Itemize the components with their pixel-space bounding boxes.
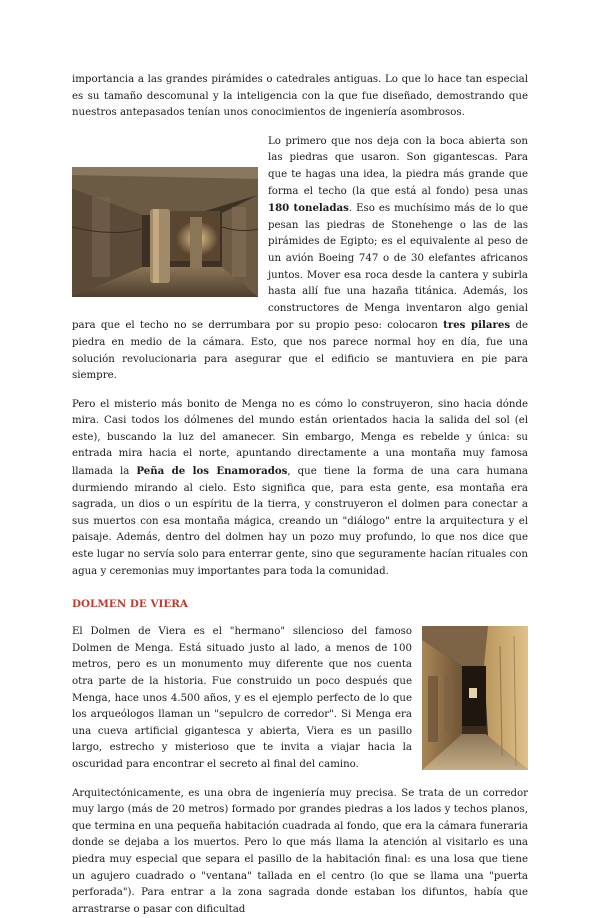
stones-section — [72, 134, 528, 385]
viera-paragraph-1: El Dolmen de Viera es el "hermano" silencioso del famoso Dolmen de Menga. Está situado justo al lado, a menos de 100 metros, pero es un monumento muy diferente que nos cuenta otra parte de la historia. Fue construido un poco después que Menga, hace unos 4.500 años, y es el ejemplo perfecto de lo que los arqueólogos llaman un "sepulcro de corredor". Si Menga era una cueva artificial gigantesca y abierta, Viera es un pasillo largo, estrecho y misterioso que te invita a viajar hacia la oscuridad para encontrar el secreto al final del camino. — [72, 626, 412, 770]
viera-section — [72, 624, 528, 918]
menga-interior-photo — [72, 167, 258, 297]
orientation-paragraph: Pero el misterio más bonito de Menga no es cómo lo construyeron, sino hacia dónde mira. Casi todos los dólmenes del mundo están orientados hacia la salida del sol (el este), buscando la luz del amanecer. Sin embargo, Menga es rebelde y única: su entrada mira hacia el norte, apuntando directamente a una montaña muy famosa llamada la Peña de los Enamorados, que tiene la forma de una cara humana durmiendo mirando al cielo. Esto significa que, para esta gente, esa montaña era sagrada, un dios o un espíritu de la tierra, y construyeron el dolmen para conectar a sus muertos con esa montaña mágica, creando un "diálogo" entre la arquitectura y el paisaje. Además, dentro del dolmen hay un pozo muy profundo, lo que nos dice que este lugar no servía solo para enterrar gente, sino que seguramente hacían rituales con agua y ceremonias muy importantes para toda la comunidad. — [72, 398, 528, 577]
viera-heading: DOLMEN DE VIERA — [72, 598, 188, 611]
intro-paragraph: importancia a las grandes pirámides o catedrales antiguas. Lo que lo hace tan especial es su tamaño descomunal y la inteligencia con la que fue diseñado, demostrando que nuestros antepasados tenían unos conocimientos de ingeniería asombrosos. — [72, 74, 528, 119]
stones-paragraph: Lo primero que nos deja con la boca abierta son las piedras que usaron. Son gigantescas. Para que te hagas una idea, la piedra más grande que forma el techo (la que está al fondo) pesa unas 180 toneladas. Eso es muchísimo más de lo que pesan las piedras de Stonehenge o las de las pirámides de Egipto; es el equivalente al peso de un avión Boeing 747 o de 30 elefantes africanos juntos. Mover esa roca desde la cantera y subirla hasta allí fue una hazaña titánica. Además, los constructores de Menga inventaron algo genial para que el techo no se derrumbara por su propio peso: colocaron tres pilares de piedra en medio de la cámara. Esto, que nos parece normal hoy en día, fue una solución revolucionaria para asegurar que el edificio se mantuviera en pie para siempre. — [72, 135, 528, 382]
viera-corridor-photo — [422, 626, 528, 770]
viera-paragraph-2: Arquitectónicamente, es una obra de ingeniería muy precisa. Se trata de un corredor muy largo (más de 20 metros) formado por grandes piedras a los lados y techos planos, que termina en una pequeña habitación cuadrada al fondo, que era la cámara funeraria donde se dejaba a los muertos. Pero lo que más llama la atención al visitarlo es una piedra muy especial que separa el pasillo de la habitación final: es una losa que tiene un agujero cuadrado o "ventana" tallada en el centro (lo que se llama una "puerta perforada"). Para entrar a la zona sagrada donde estaban los difuntos, había que arrastrarse o pasar con dificultad — [72, 787, 528, 915]
